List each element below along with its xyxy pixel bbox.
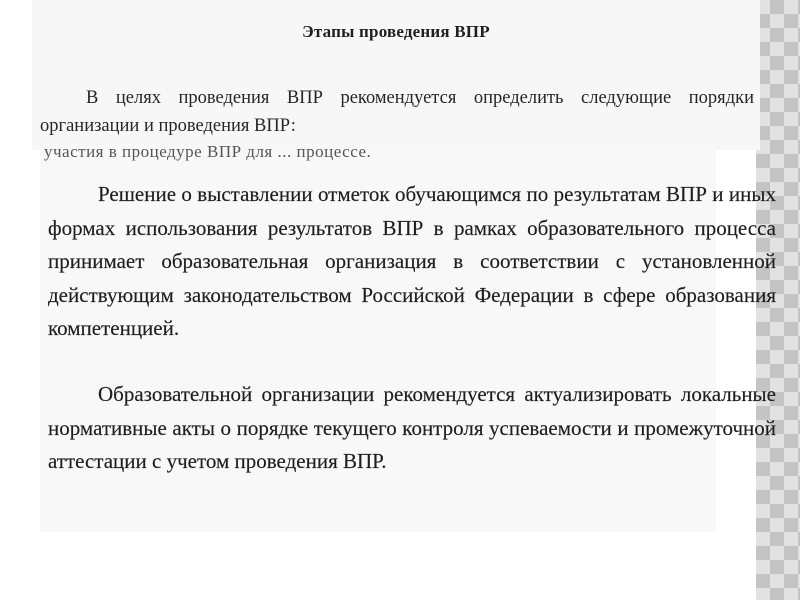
cut-off-text-line [44, 142, 696, 163]
intro-paragraph: В целях проведения ВПР рекомендуется определить следующие порядки организации и проведения ВПР: [40, 88, 754, 136]
document-heading: Этапы проведения ВПР [302, 22, 490, 41]
paragraph-grading-decision: Решение о выставлении отметок обучающимся по результатам ВПР и иных формах использования результатов ВПР в рамках образовательного процесса принимает образовательная организация в соответствии с установленной действующим законодательством Российской Федерации в сфере образования компетенцией. [48, 182, 776, 340]
paragraph-local-acts: Образовательной организации рекомендуется актуализировать локальные нормативные акты о порядке текущего контроля успеваемости и промежуточной аттестации с учетом проведения ВПР. [48, 382, 776, 473]
cut-off-text: участия в процедуре ВПР для ... процессе. [44, 142, 372, 161]
scan-fragment-main [40, 142, 776, 532]
scan-fragment-top [32, 0, 760, 150]
